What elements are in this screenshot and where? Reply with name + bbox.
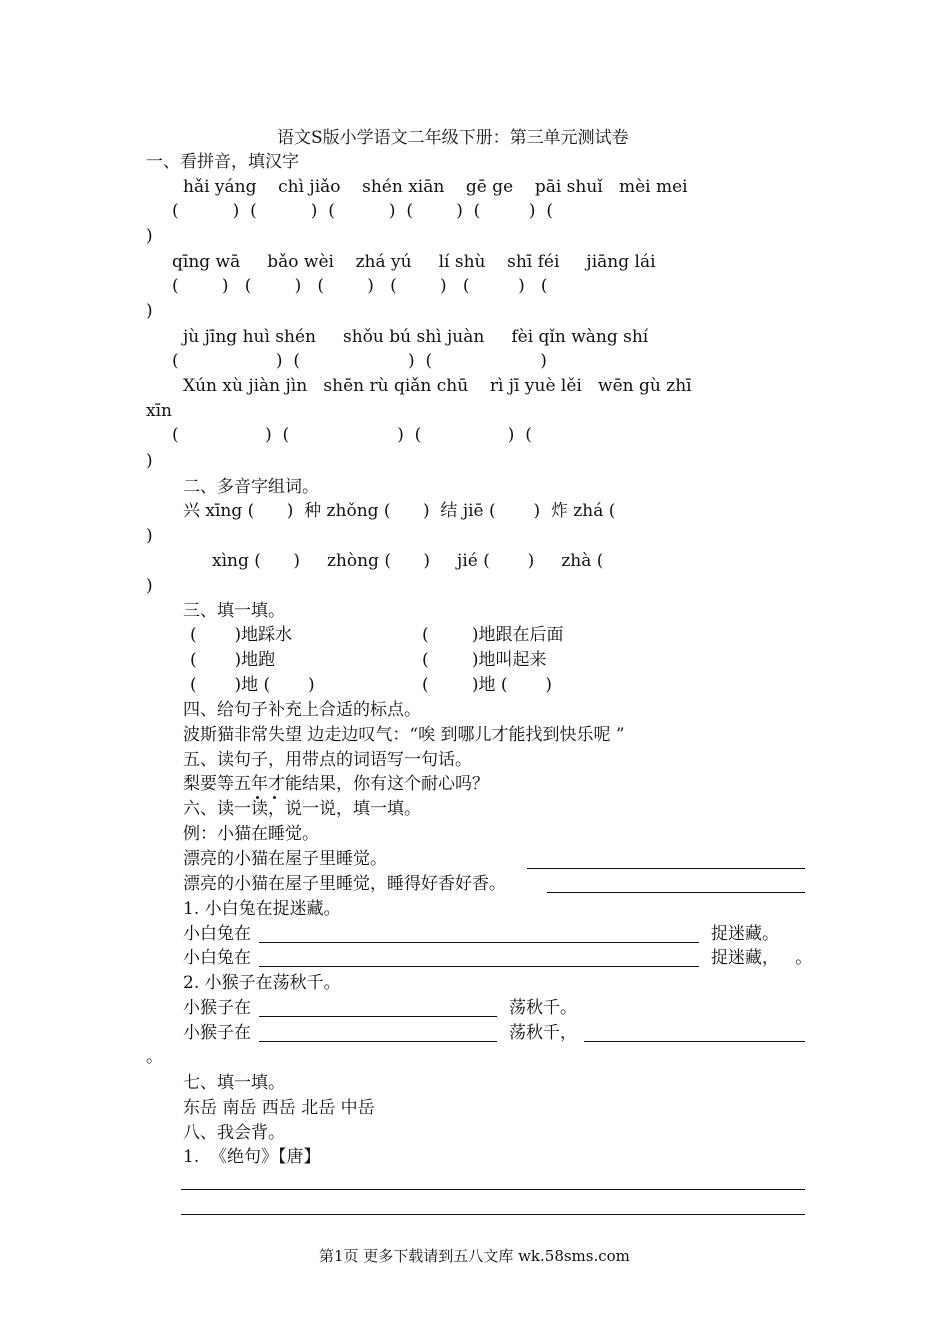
poem-item-1: 1. 《绝句》【唐】: [183, 1147, 321, 1167]
section-6-heading: 六、读一读，说一说，填一填。: [183, 799, 421, 819]
answer-line[interactable]: [259, 966, 699, 967]
q1a-prefix: 小白兔在: [183, 924, 251, 944]
answer-line[interactable]: [584, 1041, 805, 1042]
paren-row-2-close: ): [146, 301, 153, 321]
q2b-wrap: 。: [146, 1047, 163, 1067]
pinyin-row-3: jù jīng huì shén shǒu bú shì juàn fèi qǐn wàng shí: [183, 327, 649, 347]
q2a-suffix: 荡秋千。: [509, 998, 577, 1018]
answer-line[interactable]: [259, 1041, 497, 1042]
paren-row-3: ( ) ( ) ( ): [172, 351, 547, 371]
pinyin-row-4-wrap: xīn: [146, 401, 172, 421]
mountains-list: 东岳 南岳 西岳 北岳 中岳: [183, 1098, 375, 1118]
punctuation-sentence: 波斯猫非常失望 边走边叹气：“唉 到哪儿才能找到快乐呢 ”: [183, 725, 625, 745]
section-1-heading: 一、看拼音，填汉字: [146, 152, 299, 172]
polyphone-row-2: xìng ( ) zhòng ( ) jié ( ) zhà (: [212, 551, 604, 571]
example-1: 漂亮的小猫在屋子里睡觉。: [183, 849, 387, 869]
pear-sentence: 梨要等五年才能结果，你有这个耐心吗？: [183, 774, 489, 794]
answer-line[interactable]: [547, 892, 805, 893]
paren-row-2: ( ) ( ) ( ) ( ) ( ) (: [172, 276, 548, 296]
polyphone-row-2-close: ): [146, 576, 153, 596]
section-2-heading: 二、多音字组词。: [183, 477, 319, 497]
q2b-prefix: 小猴子在: [183, 1023, 251, 1043]
paren-row-1: ( ) ( ) ( ) ( ) ( ) (: [172, 201, 553, 221]
answer-line[interactable]: [259, 1016, 497, 1017]
page-footer: 第1页 更多下载请到五八文库 wk.58sms.com: [319, 1247, 630, 1265]
paren-row-4: ( ) ( ) ( ) (: [172, 425, 532, 445]
answer-line[interactable]: [527, 868, 805, 869]
answer-line[interactable]: [181, 1214, 805, 1215]
polyphone-row-1: 兴 xīng ( ) 种 zhǒng ( ) 结 jiē ( ) 炸 zhá (: [183, 501, 616, 521]
section-7-heading: 七、填一填。: [183, 1073, 285, 1093]
section-5-heading: 五、读句子，用带点的词语写一句话。: [183, 750, 472, 770]
q2a-prefix: 小猴子在: [183, 998, 251, 1018]
answer-line[interactable]: [259, 942, 699, 943]
fill-1b: ( )地跟在后面: [422, 625, 564, 645]
example-line: 例：小猫在睡觉。: [183, 824, 319, 844]
q1b-suffix: 捉迷藏， 。: [711, 948, 813, 968]
section-8-heading: 八、我会背。: [183, 1123, 285, 1143]
pinyin-row-1: hǎi yáng chì jiǎo shén xiān gē ge pāi shuǐ mèi mei: [183, 177, 688, 197]
q1a-suffix: 捉迷藏。: [711, 924, 779, 944]
fill-3a: ( )地 ( ): [190, 675, 315, 695]
page-title: 语文S版小学语文二年级下册：第三单元测试卷: [277, 128, 629, 148]
fill-1a: ( )地踩水: [190, 625, 293, 645]
pinyin-row-4: Xún xù jiàn jìn shēn rù qiǎn chū rì jī yuè lěi wēn gù zhī: [183, 376, 692, 396]
example-2: 漂亮的小猫在屋子里睡觉，睡得好香好香。: [183, 874, 506, 894]
fill-2a: ( )地跑: [190, 650, 276, 670]
question-1: 1. 小白兔在捉迷藏。: [183, 899, 341, 919]
section-3-heading: 三、填一填。: [183, 601, 285, 621]
polyphone-row-1-close: ): [146, 526, 153, 546]
paren-row-1-close: ): [146, 226, 153, 246]
q1b-prefix: 小白兔在: [183, 948, 251, 968]
paren-row-4-close: ): [146, 451, 153, 471]
answer-line[interactable]: [181, 1189, 805, 1190]
q2b-suffix: 荡秋千，: [509, 1023, 577, 1043]
fill-2b: ( )地叫起来: [422, 650, 547, 670]
section-4-heading: 四、给句子补充上合适的标点。: [183, 700, 421, 720]
fill-3b: ( )地 ( ): [422, 675, 552, 695]
pinyin-row-2: qīng wā bǎo wèi zhá yú lí shù shī féi jiāng lái: [172, 252, 656, 272]
question-2: 2. 小猴子在荡秋千。: [183, 973, 341, 993]
